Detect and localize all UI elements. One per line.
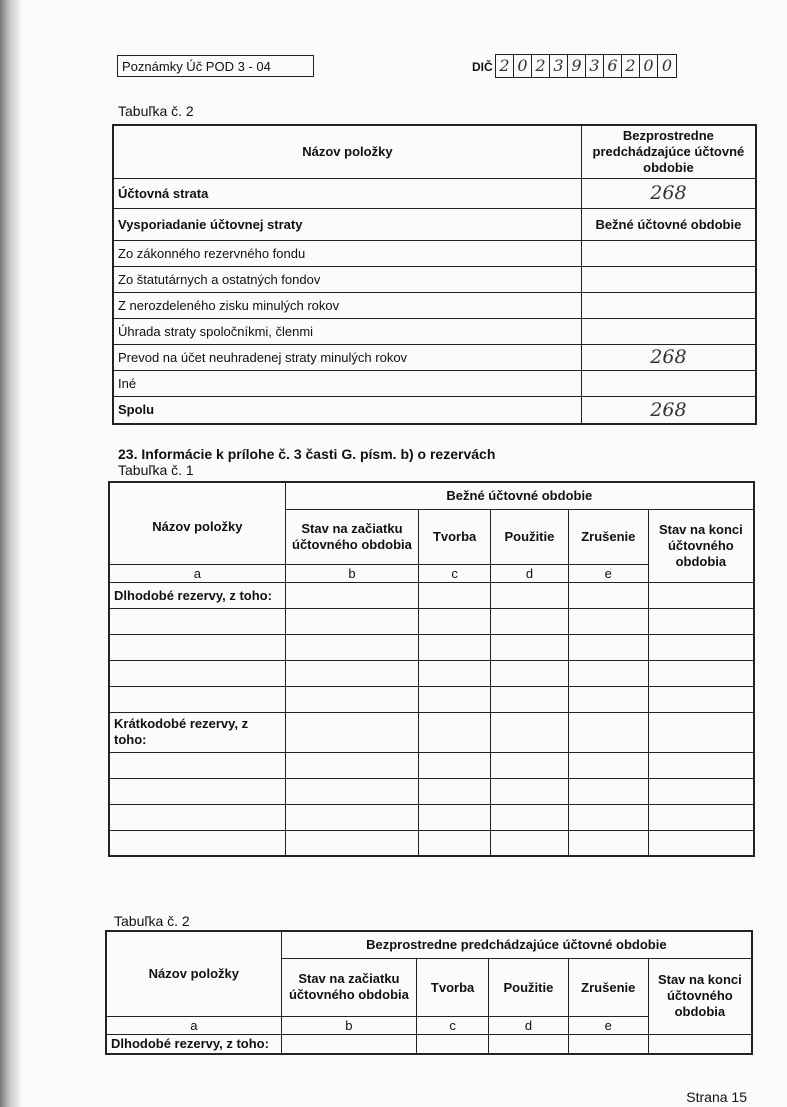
table-row-value [581,266,756,292]
dic-digit: 0 [514,55,532,77]
col-letter: c [417,1016,489,1034]
dic-label: DIČ [472,60,493,74]
loss-label: Účtovná strata [113,178,581,208]
reserves-previous-table [105,930,753,1055]
col-letter: c [419,564,491,582]
col-letter: d [491,564,569,582]
table-row-label: Zo zákonného rezervného fondu [113,240,581,266]
reserves-current-table [108,481,755,857]
col-header-creation: Tvorba [417,958,489,1016]
scan-edge-shadow [0,0,22,1107]
loss-settlement-table [112,124,757,425]
col-header-cancellation: Zrušenie [568,958,648,1016]
table-row [109,830,754,856]
col-letter: d [489,1016,569,1034]
dic-digit: 6 [604,55,622,77]
long-term-reserves-label: Dlhodobé rezervy, z toho: [109,582,285,608]
table-row-label: Úhrada straty spoločníkmi, členmi [113,318,581,344]
table-row-label: Z nerozdeleného zisku minulých rokov [113,292,581,318]
col-header-name: Názov položky [113,125,581,178]
table-row-value [581,370,756,396]
col-letter: e [568,1016,648,1034]
col-header-opening: Stav na začiatku účtovného obdobia [281,958,417,1016]
col-header-opening: Stav na začiatku účtovného obdobia [285,509,419,564]
col-header-cancellation: Zrušenie [568,509,648,564]
dic-digit: 9 [568,55,586,77]
col-header-closing: Stav na konci účtovného obdobia [648,958,752,1034]
settlement-label: Vysporiadanie účtovnej straty [113,208,581,240]
col-header-creation: Tvorba [419,509,491,564]
table-row-value [581,318,756,344]
col-letter: a [109,564,285,582]
table-c-caption: Tabuľka č. 2 [114,913,190,929]
dic-digit: 2 [496,55,514,77]
loss-value: 268 [581,178,756,208]
col-letter: a [106,1016,281,1034]
dic-digit: 3 [550,55,568,77]
col-letter: b [285,564,419,582]
total-label: Spolu [113,396,581,424]
col-header-prev-period: Bezprostredne predchádzajúce účtovné obdobie [581,125,756,178]
long-term-reserves-label: Dlhodobé rezervy, z toho: [106,1034,281,1054]
table-row-label: Prevod na účet neuhradenej straty minulých rokov [113,344,581,370]
dic-digit: 0 [640,55,658,77]
group-header: Bežné účtovné obdobie [285,482,754,509]
table-row-label: Zo štatutárnych a ostatných fondov [113,266,581,292]
page-number: Strana 15 [686,1089,747,1105]
col-letter: b [281,1016,417,1034]
settlement-col-header: Bežné účtovné obdobie [581,208,756,240]
dic-digit: 2 [622,55,640,77]
dic-digit: 0 [661,56,673,75]
col-header-name: Názov položky [106,931,281,1016]
table-row [109,634,754,660]
col-header-usage: Použitie [491,509,569,564]
table-a-caption: Tabuľka č. 2 [118,103,194,119]
dic-digit: 2 [532,55,550,77]
table-row-value [581,240,756,266]
table-b-caption: Tabuľka č. 1 [118,462,194,478]
col-header-name: Názov položky [109,482,285,564]
col-letter: e [568,564,648,582]
form-code-label: Poznámky Úč POD 3 - 04 [117,55,314,77]
table-row [109,778,754,804]
table-row-value [581,292,756,318]
short-term-reserves-label: Krátkodobé rezervy, z toho: [109,712,285,752]
total-value: 268 [581,396,756,424]
table-row [109,686,754,712]
group-header: Bezprostredne predchádzajúce účtovné obdobie [281,931,752,958]
dic-field [495,54,677,78]
col-header-closing: Stav na konci účtovného obdobia [648,509,754,582]
col-header-usage: Použitie [489,958,569,1016]
table-row-label: Iné [113,370,581,396]
dic-digit: 3 [586,55,604,77]
table-row-value: 268 [581,344,756,370]
table-row [109,804,754,830]
table-row [109,608,754,634]
section-23-title: 23. Informácie k prílohe č. 3 časti G. písm. b) o rezervách [118,446,496,462]
table-row [109,752,754,778]
table-row [109,660,754,686]
